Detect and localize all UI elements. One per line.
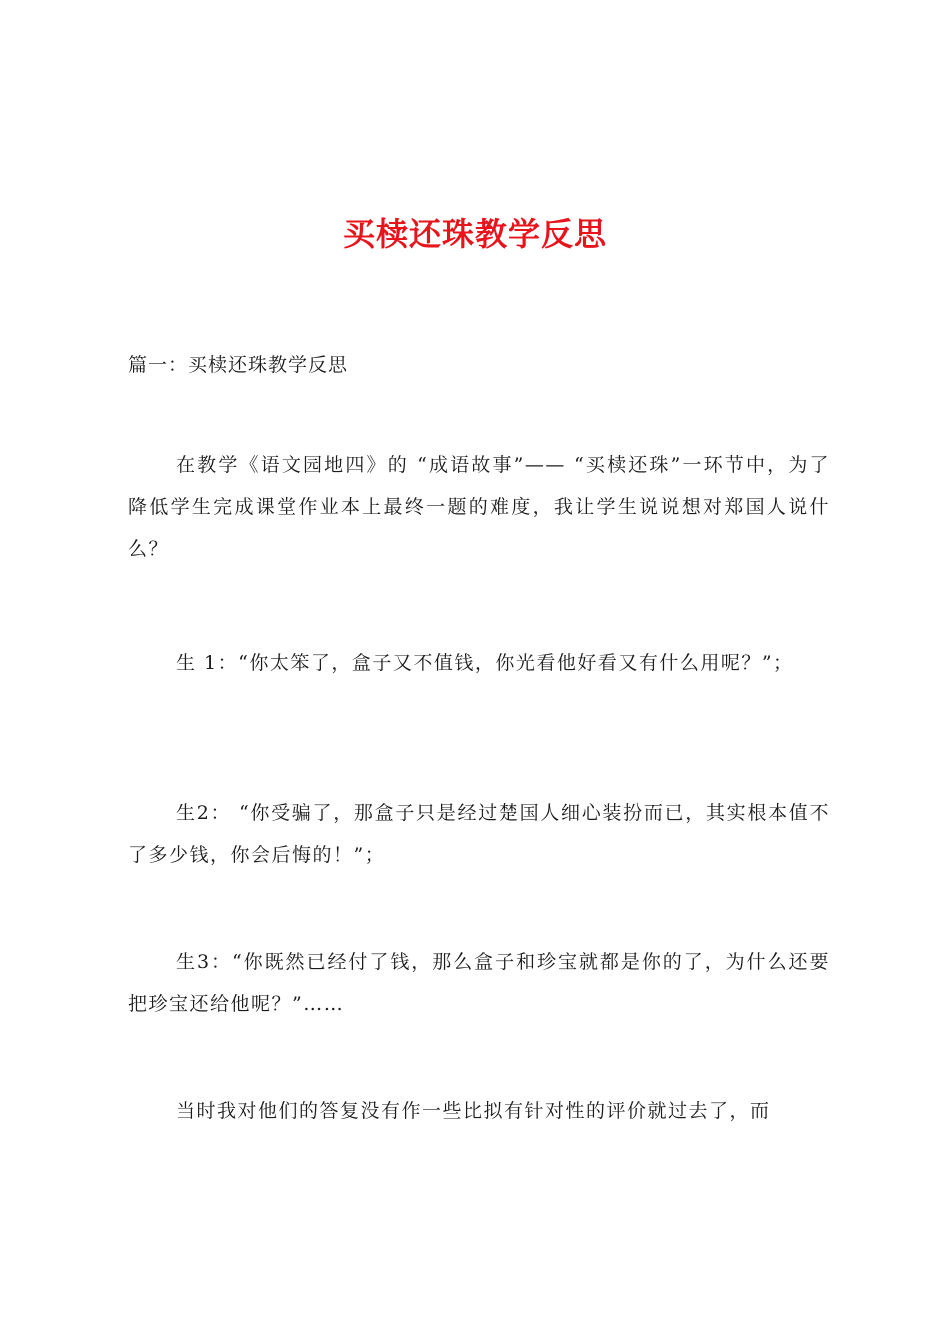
document-title: 买椟还珠教学反思 — [342, 215, 607, 253]
paragraph-student-1: 生 1：“你太笨了，盒子又不值钱，你光看他好看又有什么用呢？”； — [176, 652, 794, 674]
paragraph-student-3: 生3：“你既然已经付了钱，那么盒子和珍宝就都是你的了，为什么还要把珍宝还给他呢？”…… — [128, 951, 830, 1015]
paragraph-student-2: 生2： “你受骗了，那盒子只是经过楚国人细心装扮而已，其实根本值不了多少钱，你会后悔的！”； — [128, 802, 830, 866]
paragraph-intro: 在教学《语文园地四》的 “成语故事”—— “买椟还珠”一环节中，为了降低学生完成课堂作业本上最终一题的难度，我让学生说说想对郑国人说什么？ — [128, 454, 830, 560]
section-heading: 篇一：买椟还珠教学反思 — [128, 354, 349, 376]
paragraph-reflection: 当时我对他们的答复没有作一些比拟有针对性的评价就过去了，而 — [176, 1100, 771, 1122]
